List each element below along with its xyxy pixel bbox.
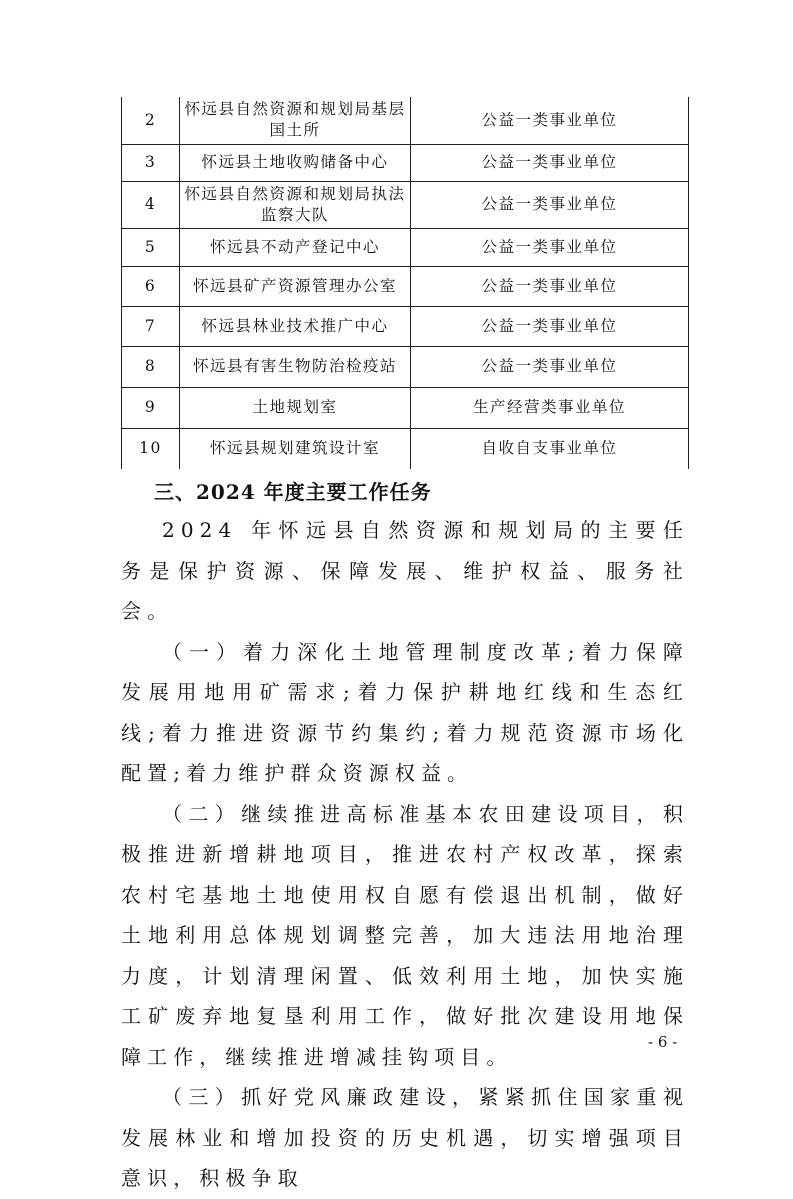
unit-name: 怀远县规划建筑设计室 (180, 428, 411, 469)
row-number: 7 (122, 306, 180, 346)
unit-name: 土地规划室 (180, 387, 411, 428)
body-text (121, 510, 689, 1199)
unit-type: 公益一类事业单位 (411, 228, 689, 266)
table-row (122, 181, 689, 228)
unit-type: 公益一类事业单位 (411, 97, 689, 144)
units-table (121, 97, 689, 469)
row-number: 3 (122, 144, 180, 181)
unit-name: 怀远县自然资源和规划局执法监察大队 (180, 181, 411, 228)
unit-type: 公益一类事业单位 (411, 346, 689, 387)
unit-name: 怀远县矿产资源管理办公室 (180, 266, 411, 306)
unit-name: 怀远县自然资源和规划局基层国土所 (180, 97, 411, 144)
unit-name: 怀远县不动产登记中心 (180, 228, 411, 266)
unit-type: 生产经营类事业单位 (411, 387, 689, 428)
unit-type: 公益一类事业单位 (411, 181, 689, 228)
section-heading: 三、2024 年度主要工作任务 (154, 480, 432, 504)
body-paragraph: （二）继续推进高标准基本农田建设项目，积极推进新增耕地项目，推进农村产权改革，探索农村宅基地土地使用权自愿有偿退出机制，做好土地利用总体规划调整完善，加大违法用地治理力度，计划清理闲置、低效利用土地，加快实施工矿废弃地复垦利用工作，做好批次建设用地保障工作，继续推进增减挂钩项目。 (121, 801, 689, 1069)
table-row (122, 346, 689, 387)
row-number: 8 (122, 346, 180, 387)
table-row (122, 228, 689, 266)
row-number: 10 (122, 428, 180, 469)
row-number: 4 (122, 181, 180, 228)
unit-type: 公益一类事业单位 (411, 144, 689, 181)
body-paragraph: （一）着力深化土地管理制度改革;着力保障发展用地用矿需求;着力保护耕地红线和生态红线;着力推进资源节约集约;着力规范资源市场化配置;着力维护群众资源权益。 (121, 639, 689, 785)
table-row (122, 97, 689, 144)
table-row (122, 387, 689, 428)
unit-type: 公益一类事业单位 (411, 266, 689, 306)
unit-name: 怀远县有害生物防治检疫站 (180, 346, 411, 387)
table-row (122, 144, 689, 181)
row-number: 2 (122, 97, 180, 144)
unit-type: 公益一类事业单位 (411, 306, 689, 346)
body-paragraph: （三）抓好党风廉政建设，紧紧抓住国家重视发展林业和增加投资的历史机遇，切实增强项目意识，积极争取 (121, 1085, 689, 1190)
units-table-container (121, 97, 689, 469)
page-number: - 6 - (648, 1033, 678, 1051)
unit-type: 自收自支事业单位 (411, 428, 689, 469)
table-row (122, 306, 689, 346)
body-paragraph: 2024 年怀远县自然资源和规划局的主要任务是保护资源、保障发展、维护权益、服务社会。 (121, 518, 689, 623)
row-number: 9 (122, 387, 180, 428)
table-row (122, 266, 689, 306)
unit-name: 怀远县土地收购储备中心 (180, 144, 411, 181)
unit-name: 怀远县林业技术推广中心 (180, 306, 411, 346)
row-number: 6 (122, 266, 180, 306)
units-table-body (122, 97, 689, 469)
table-row (122, 428, 689, 469)
row-number: 5 (122, 228, 180, 266)
